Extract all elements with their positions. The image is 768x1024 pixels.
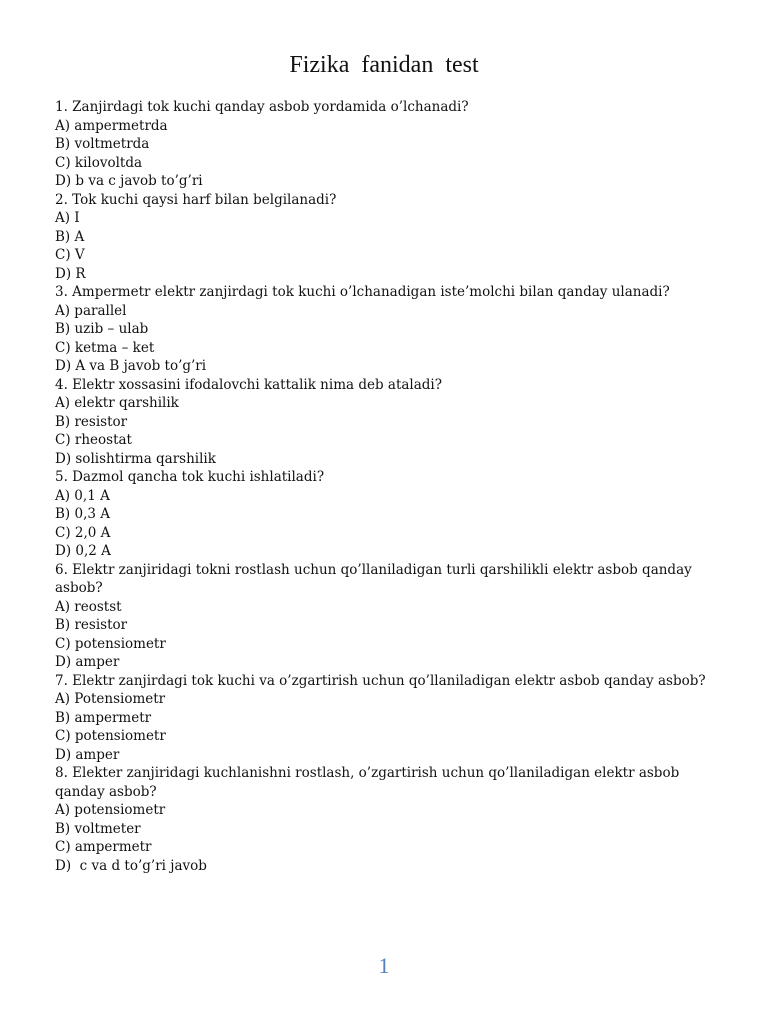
option-d: D) c va d to’g’ri javob [55,857,207,874]
question-7 [55,672,715,765]
option-d: D) solishtirma qarshilik [55,450,216,467]
option-d: D) 0,2 A [55,543,111,559]
question-text: 8. Elekter zanjiridagi kuchlanishni rostlash, o’zgartirish uchun qo’llaniladigan elektr asbob qanday asbob? [55,765,684,800]
option-d: D) R [55,265,86,282]
option-b: B) uzib – ulab [55,321,149,337]
question-text: 6. Elektr zanjiridagi tokni rostlash uchun qo’llaniladigan turli qarshilikli elektr asbob qanday asbob? [55,561,697,596]
option-c: C) potensiometr [55,728,166,744]
question-text: 1. Zanjirdagi tok kuchi qanday asbob yordamida o’lchanadi? [55,99,469,115]
option-c: C) V [55,247,85,263]
option-a: A) reostst [55,598,122,615]
option-a: A) parallel [55,302,127,319]
question-3 [55,283,715,376]
option-b: B) A [55,228,85,245]
option-a: A) elektr qarshilik [55,395,179,411]
question-1 [55,98,715,191]
option-d: D) amper [55,746,120,763]
option-c: C) 2,0 A [55,524,111,541]
option-c: C) ketma – ket [55,339,155,356]
option-c: C) ampermetr [55,839,152,855]
option-b: B) resistor [55,413,128,430]
page-title: Fizika fanidan test [289,52,479,78]
option-a: A) I [55,210,80,226]
question-5 [55,468,715,561]
page-number: 1 [378,953,390,978]
question-text: 5. Dazmol qancha tok kuchi ishlatiladi? [55,469,325,485]
question-text: 4. Elektr xossasini ifodalovchi kattalik nima deb ataladi? [55,376,442,393]
option-c: C) potensiometr [55,635,166,652]
question-list [55,98,715,875]
question-6 [55,561,715,672]
question-text: 3. Ampermetr elektr zanjirdagi tok kuchi o’lchanadigan iste’molchi bilan qanday ulanadi? [55,284,670,300]
option-b: B) voltmetrda [55,136,150,152]
option-b: B) resistor [55,617,128,633]
option-a: A) 0,1 A [55,487,110,504]
question-8 [55,764,715,875]
option-b: B) 0,3 A [55,506,110,522]
option-d: D) b va c javob to’g’ri [55,173,203,189]
question-text: 7. Elektr zanjirdagi tok kuchi va o’zgartirish uchun qo’llaniladigan elektr asbob qanday asbob? [55,672,706,689]
option-a: A) Potensiometr [55,691,166,707]
option-b: B) ampermetr [55,709,152,726]
option-a: A) potensiometr [55,802,166,818]
option-c: C) kilovoltda [55,154,143,171]
option-a: A) ampermetrda [55,117,168,134]
option-c: C) rheostat [55,432,132,448]
question-2 [55,191,715,284]
question-4 [55,376,715,469]
option-d: D) A va B javob to’g’ri [55,358,207,374]
question-text: 2. Tok kuchi qaysi harf bilan belgilanadi? [55,191,337,208]
option-d: D) amper [55,654,120,670]
option-b: B) voltmeter [55,820,141,837]
